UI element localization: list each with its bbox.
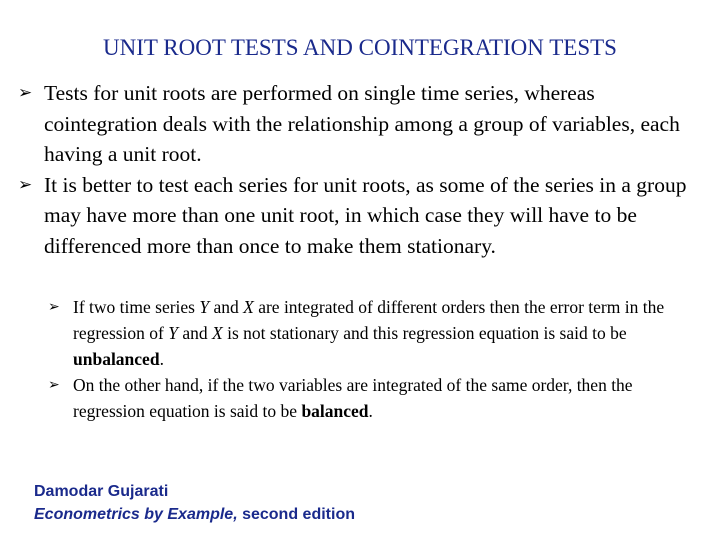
arrow-bullet-icon: ➢: [18, 174, 33, 195]
arrow-bullet-icon: ➢: [48, 377, 60, 393]
arrow-bullet-icon: ➢: [18, 83, 33, 103]
sub-bullet-text: If two time series Y and X are integrated of different orders then the error term in the regression of Y and X is not stationary and this regression equation is said to be unbalanced.: [73, 297, 665, 369]
bullet-text: Tests for unit roots are performed on single time series, whereas cointegration deals with the relationship among a group of variables, each having a unit root.: [44, 81, 680, 166]
footer-author: Damodar Gujarati: [34, 483, 169, 500]
slide-title: UNIT ROOT TESTS AND COINTEGRATION TESTS: [103, 35, 617, 60]
emphasis-unbalanced: unbalanced: [73, 349, 160, 369]
bullet-item: [18, 170, 708, 262]
sub-bullet-list: [48, 294, 708, 424]
footer-book: [34, 503, 355, 526]
sub-bullet-text: On the other hand, if the two variables are integrated of the same order, then the regression equation is said to be balanced.: [73, 375, 633, 421]
bullet-item: [18, 78, 708, 170]
bullet-text: It is better to test each series for unit roots, as some of the series in a group may have more than one unit root, in which case they will have to be differenced more than once to make them stationary.: [44, 172, 687, 258]
sub-bullet-item: [48, 294, 708, 372]
footer-citation: [34, 480, 355, 526]
main-bullet-list: [18, 78, 708, 261]
sub-bullet-item: [48, 372, 708, 424]
arrow-bullet-icon: ➢: [48, 299, 60, 315]
footer-edition: second edition: [237, 506, 355, 523]
emphasis-balanced: balanced: [301, 401, 369, 421]
footer-book-title: Econometrics by Example,: [34, 506, 238, 523]
